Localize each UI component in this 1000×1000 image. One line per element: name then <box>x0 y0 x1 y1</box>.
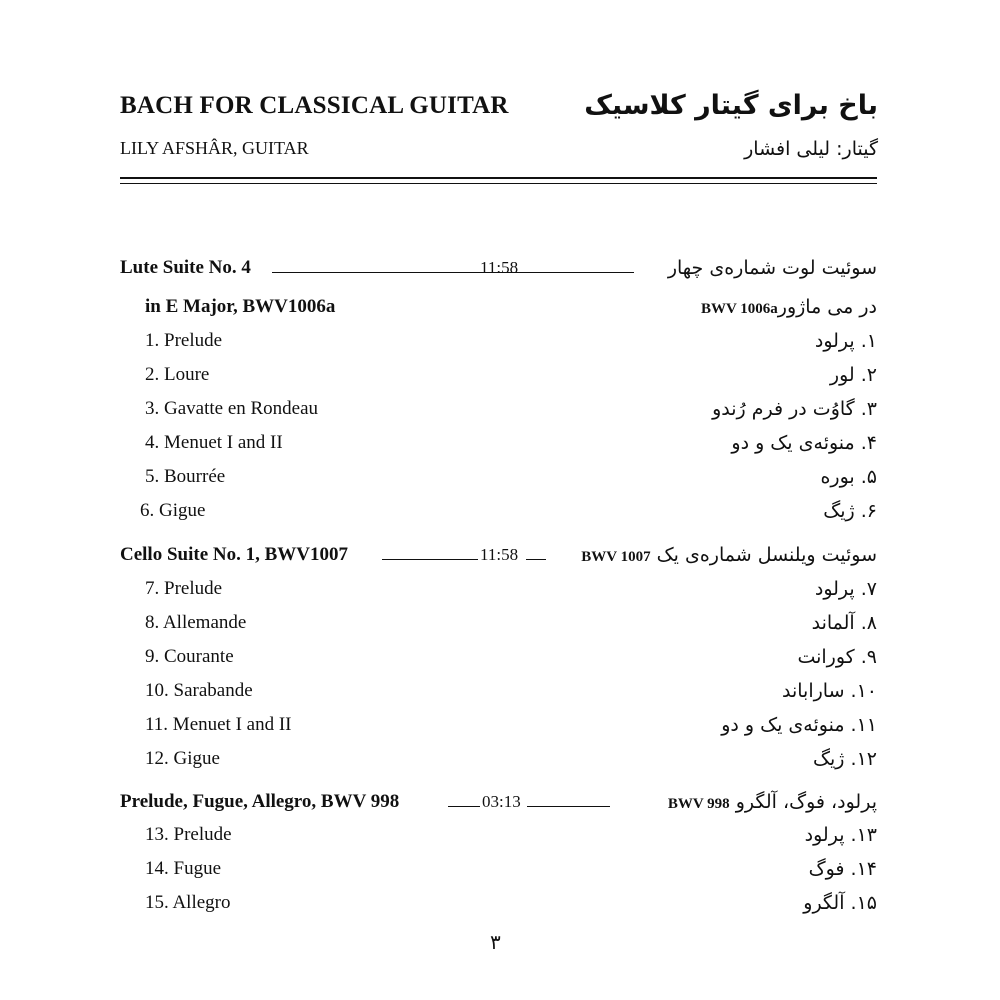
track-title-en: 11. Menuet I and II <box>145 714 292 735</box>
track-title-fa: ۸. آلماند <box>811 612 877 634</box>
header-rule-thick <box>120 177 877 179</box>
leader-line <box>382 559 478 560</box>
leader-line <box>527 806 610 807</box>
section-title-fa: سوئیت لوت شماره‌ی چهار <box>667 257 877 279</box>
track-row <box>120 856 877 882</box>
section-header-lute-suite <box>120 255 877 281</box>
track-row <box>120 396 877 422</box>
track-row <box>120 576 877 602</box>
page-number: ۳ <box>490 930 501 954</box>
track-title-fa: ۴. منوئه‌ی یک و دو <box>731 432 877 454</box>
track-row <box>120 430 877 456</box>
track-title-fa: ۱. پرلود <box>814 330 877 352</box>
track-title-en: 3. Gavatte en Rondeau <box>145 398 319 419</box>
track-title-en: 12. Gigue <box>145 748 220 769</box>
leader-line <box>526 559 546 560</box>
track-title-fa: ۱۱. منوئه‌ی یک و دو <box>721 714 877 736</box>
track-title-en: 10. Sarabande <box>145 680 253 701</box>
track-title-fa: ۱۲. ژیگ <box>813 748 877 770</box>
track-title-fa: ۱۰. ساراباند <box>781 680 877 702</box>
track-row <box>120 890 877 916</box>
track-title-en: 15. Allegro <box>145 892 231 913</box>
track-title-fa: ۳. گاوُت در فرم رُندو <box>712 398 877 420</box>
track-row <box>120 746 877 772</box>
track-row <box>120 610 877 636</box>
section-title-en: Prelude, Fugue, Allegro, BWV 998 <box>120 791 400 812</box>
bwv-code: BWV 1006a <box>700 301 778 317</box>
track-title-en: 7. Prelude <box>145 578 223 599</box>
track-title-en: 4. Menuet I and II <box>145 432 283 453</box>
album-title-en: BACH FOR CLASSICAL GUITAR <box>120 92 509 119</box>
header-rule-thin <box>120 183 877 184</box>
track-title-fa: ۹. کورانت <box>797 646 877 668</box>
track-row <box>120 498 877 524</box>
track-title-en: 6. Gigue <box>140 500 206 521</box>
section-title-fa: سوئیت ویلنسل شماره‌ی یک BWV 1007 <box>581 544 877 566</box>
section-duration: 03:13 <box>482 792 521 811</box>
leader-line <box>526 272 634 273</box>
track-title-en: 14. Fugue <box>145 858 221 879</box>
track-title-fa: ۱۵. آلگرو <box>803 892 877 914</box>
section-title-fa: پرلود، فوگ، آلگرو BWV 998 <box>667 791 877 813</box>
section-subtitle-row <box>120 294 877 320</box>
track-title-fa: ۱۴. فوگ <box>808 858 877 880</box>
track-title-fa: ۷. پرلود <box>814 578 877 600</box>
track-row <box>120 822 877 848</box>
section-header-cello-suite <box>120 542 877 568</box>
bwv-code: BWV 1007 <box>581 549 651 565</box>
track-title-fa: ۱۳. پرلود <box>804 824 877 846</box>
track-row <box>120 644 877 670</box>
section-duration: 11:58 <box>480 545 519 564</box>
track-row <box>120 712 877 738</box>
track-row <box>120 678 877 704</box>
track-title-en: 13. Prelude <box>145 824 232 845</box>
section-subtitle-fa: در می ماژورBWV 1006a <box>700 296 877 318</box>
album-title-fa: باخ برای گیتار کلاسیک <box>584 90 878 121</box>
section-title-en: Cello Suite No. 1, BWV1007 <box>120 544 348 565</box>
track-title-en: 1. Prelude <box>145 330 223 351</box>
track-title-en: 9. Courante <box>145 646 234 667</box>
track-title-en: 5. Bourrée <box>145 466 226 487</box>
section-duration: 11:58 <box>480 258 519 277</box>
track-title-fa: ۶. ژیگ <box>823 500 877 522</box>
performer-en: LILY AFSHÂR, GUITAR <box>120 138 309 158</box>
track-title-en: 8. Allemande <box>145 612 247 633</box>
track-title-fa: ۵. بوره <box>820 466 877 488</box>
section-header-prelude-fugue-allegro <box>120 789 877 815</box>
bwv-code: BWV 998 <box>667 796 730 812</box>
section-subtitle-en: in E Major, BWV1006a <box>145 296 336 317</box>
section-title-en: Lute Suite No. 4 <box>120 257 251 278</box>
leader-line <box>448 806 480 807</box>
track-title-en: 2. Loure <box>145 364 210 385</box>
track-row <box>120 464 877 490</box>
track-row <box>120 328 877 354</box>
track-row <box>120 362 877 388</box>
performer-fa: گیتار: لیلی افشار <box>744 138 878 160</box>
track-title-fa: ۲. لور <box>829 364 877 386</box>
